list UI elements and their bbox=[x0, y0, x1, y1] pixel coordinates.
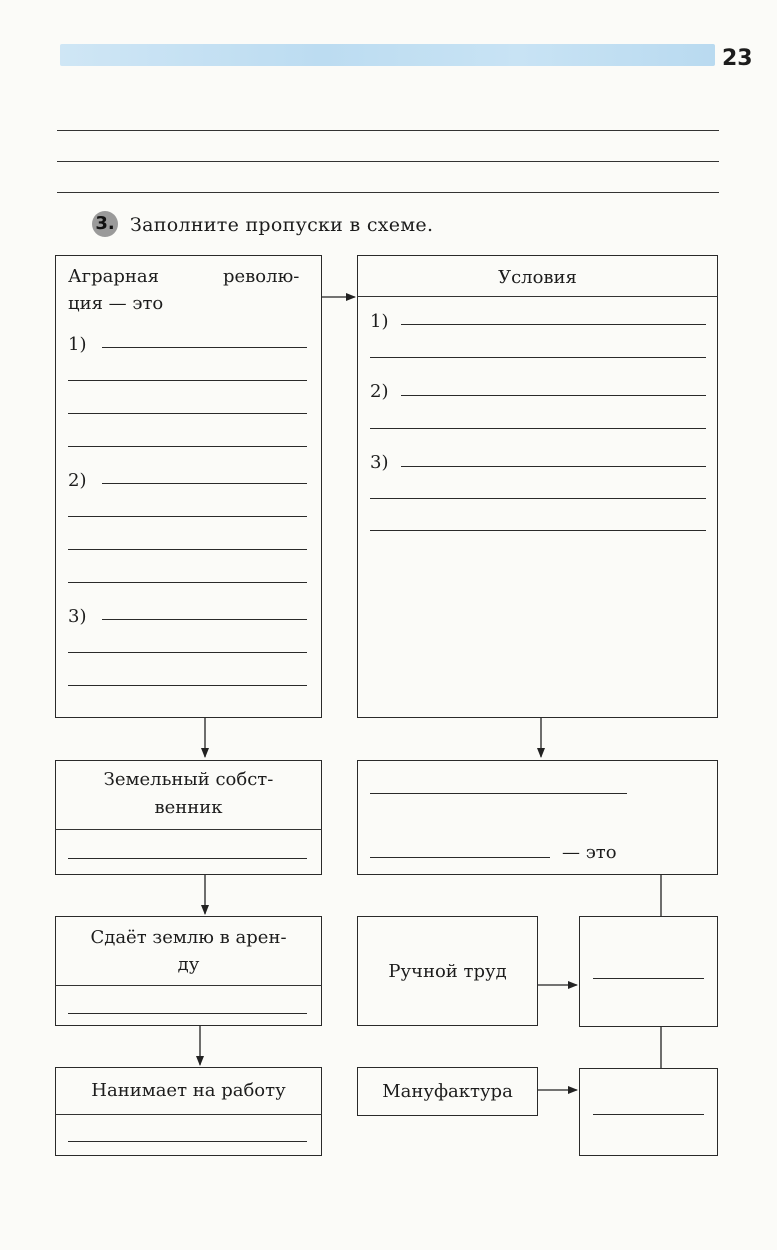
item-number: 2) bbox=[68, 470, 87, 491]
manual-labor-label: Ручной труд bbox=[388, 961, 507, 982]
conditions-title-divider bbox=[357, 296, 718, 297]
fill-line[interactable] bbox=[68, 380, 307, 381]
fill-line[interactable] bbox=[370, 857, 550, 858]
fill-line[interactable] bbox=[68, 446, 307, 447]
answer-line[interactable] bbox=[57, 130, 719, 131]
item-number: 3) bbox=[370, 452, 389, 473]
rent-label-line1: Сдаёт землю в арен- bbox=[90, 927, 287, 948]
fill-line[interactable] bbox=[102, 619, 307, 620]
fill-line[interactable] bbox=[401, 466, 706, 467]
item-number: 1) bbox=[68, 334, 87, 355]
agrarian-revolution-box bbox=[55, 255, 322, 718]
rent-divider bbox=[55, 985, 322, 986]
task-number-badge: 3. bbox=[92, 211, 118, 237]
fill-line[interactable] bbox=[401, 324, 706, 325]
definition-suffix: — это bbox=[562, 842, 617, 863]
rent-label-line2: ду bbox=[177, 954, 200, 975]
box-title-word: Аграрная bbox=[68, 266, 159, 287]
box-title-word: револю- bbox=[223, 266, 300, 287]
landowner-label-line2: венник bbox=[154, 797, 223, 818]
fill-line[interactable] bbox=[370, 498, 706, 499]
fill-line[interactable] bbox=[370, 357, 706, 358]
answer-line[interactable] bbox=[57, 161, 719, 162]
item-number: 3) bbox=[68, 606, 87, 627]
fill-line[interactable] bbox=[68, 516, 307, 517]
item-number: 2) bbox=[370, 381, 389, 402]
fill-line[interactable] bbox=[370, 428, 706, 429]
fill-line[interactable] bbox=[68, 858, 307, 859]
fill-line[interactable] bbox=[68, 1013, 307, 1014]
fill-line[interactable] bbox=[68, 413, 307, 414]
landowner-divider bbox=[55, 829, 322, 830]
fill-line[interactable] bbox=[593, 978, 704, 979]
box-title-continuation: ция — это bbox=[68, 293, 164, 314]
answer-box-2 bbox=[579, 1068, 718, 1156]
fill-line[interactable] bbox=[593, 1114, 704, 1115]
fill-line[interactable] bbox=[68, 549, 307, 550]
conditions-title: Условия bbox=[498, 267, 577, 288]
fill-line[interactable] bbox=[68, 685, 307, 686]
fill-line[interactable] bbox=[370, 530, 706, 531]
fill-line[interactable] bbox=[102, 483, 307, 484]
answer-box-1 bbox=[579, 916, 718, 1027]
answer-line[interactable] bbox=[57, 192, 719, 193]
header-band bbox=[60, 44, 715, 66]
hire-divider bbox=[55, 1114, 322, 1115]
fill-line[interactable] bbox=[68, 1141, 307, 1142]
task-instruction: Заполните пропуски в схеме. bbox=[130, 214, 434, 236]
page-number: 23 bbox=[722, 46, 753, 71]
fill-line[interactable] bbox=[401, 395, 706, 396]
manufactory-label: Мануфактура bbox=[382, 1081, 513, 1102]
item-number: 1) bbox=[370, 311, 389, 332]
fill-line[interactable] bbox=[370, 793, 627, 794]
fill-line[interactable] bbox=[68, 652, 307, 653]
landowner-label-line1: Земельный собст- bbox=[103, 769, 274, 790]
fill-line[interactable] bbox=[102, 347, 307, 348]
hire-label: Нанимает на работу bbox=[91, 1080, 286, 1101]
fill-line[interactable] bbox=[68, 582, 307, 583]
